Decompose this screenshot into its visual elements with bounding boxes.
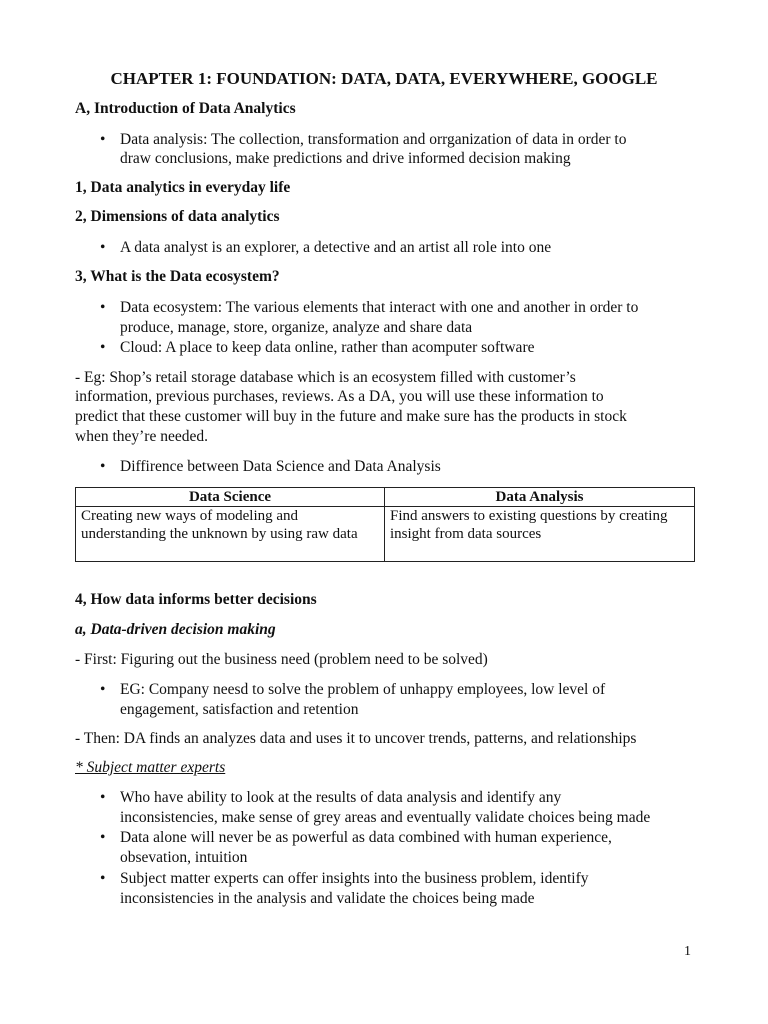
text: EG: Company neesd to solve the problem of unhappy employees, low level of (120, 681, 606, 698)
bullet-icon: • (100, 339, 106, 356)
sme-heading: * Subject matter experts (75, 759, 226, 776)
text: Data analysis: The collection, transformation and orrganization of data in order to (120, 131, 627, 148)
paragraph-line: when they’re needed. (75, 428, 208, 445)
table-cell: Find answers to existing questions by creating insight from data sources (385, 507, 695, 562)
text: Who have ability to look at the results of data analysis and identify any (120, 789, 562, 806)
text: Subject matter experts can offer insights into the business problem, identify (120, 870, 589, 887)
paragraph-line: predict that these customer will buy in the future and make sure has the products in stock (75, 408, 627, 425)
bullet-icon: • (100, 458, 106, 475)
text: A data analyst is an explorer, a detective and an artist all role into one (120, 239, 552, 256)
paragraph-line: - First: Figuring out the business need (problem need to be solved) (75, 651, 488, 668)
heading-4a: a, Data-driven decision making (75, 621, 276, 638)
bullet-icon: • (100, 789, 106, 806)
paragraph-line: information, previous purchases, reviews. As a DA, you will use these information to (75, 388, 604, 405)
heading-4: 4, How data informs better decisions (75, 591, 317, 608)
bullet-icon: • (100, 131, 106, 148)
text: engagement, satisfaction and retention (120, 701, 359, 718)
chapter-title: CHAPTER 1: FOUNDATION: DATA, DATA, EVERYWHERE, GOOGLE (110, 69, 658, 88)
table-row (76, 507, 695, 562)
text: Data alone will never be as powerful as data combined with human experience, (120, 829, 612, 846)
header-cell: Data Analysis (385, 488, 695, 507)
text: Cloud: A place to keep data online, rather than acomputer software (120, 339, 535, 356)
paragraph-line: - Eg: Shop’s retail storage database which is an ecosystem filled with customer’s (75, 369, 576, 386)
bullet-icon: • (100, 829, 106, 846)
text: draw conclusions, make predictions and drive informed decision making (120, 150, 571, 167)
comparison-table (75, 487, 695, 562)
heading-1: 1, Data analytics in everyday life (75, 179, 291, 196)
bullet-icon: • (100, 870, 106, 887)
text: Data ecosystem: The various elements that interact with one and another in order to (120, 299, 639, 316)
table-header-row (76, 488, 695, 507)
paragraph-line: - Then: DA finds an analyzes data and uses it to uncover trends, patterns, and relationships (75, 730, 637, 747)
text: obsevation, intuition (120, 849, 248, 866)
text: inconsistencies, make sense of grey areas and eventually validate choices being made (120, 809, 651, 826)
text: Diffirence between Data Science and Data Analysis (120, 458, 441, 475)
header-cell: Data Science (76, 488, 385, 507)
bullet-icon: • (100, 239, 106, 256)
bullet-icon: • (100, 299, 106, 316)
page-number: 1 (684, 944, 691, 959)
text: inconsistencies in the analysis and validate the choices being made (120, 890, 535, 907)
table-cell: Creating new ways of modeling and understanding the unknown by using raw data (76, 507, 385, 562)
heading-2: 2, Dimensions of data analytics (75, 208, 280, 225)
heading-a: A, Introduction of Data Analytics (75, 100, 296, 117)
heading-3: 3, What is the Data ecosystem? (75, 268, 280, 285)
text: produce, manage, store, organize, analyze and share data (120, 319, 473, 336)
bullet-icon: • (100, 681, 106, 698)
